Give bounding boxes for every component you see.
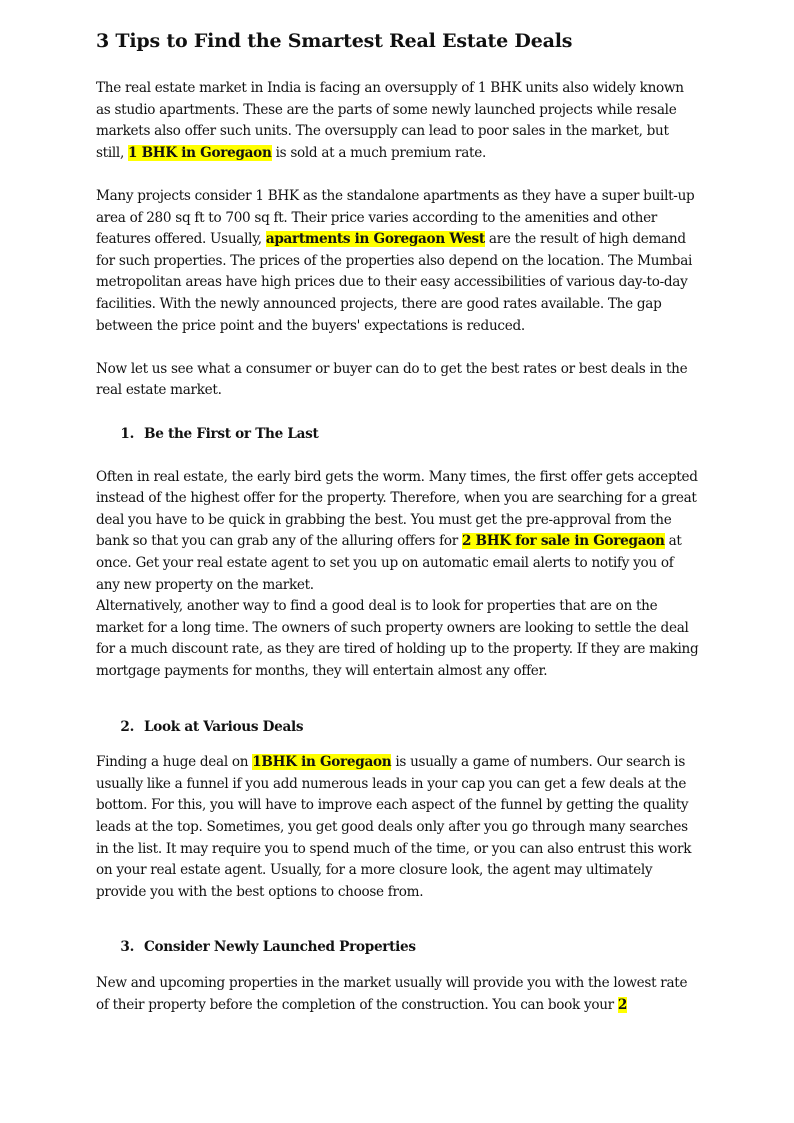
tip2-text-before: Finding a huge deal on xyxy=(96,754,253,771)
tip1-alternative-paragraph: Alternatively, another way to find a good deal is to look for properties that are on the market for a long time. The owners of such property owners are looking to settle the deal for a much discount rate, as they are tired of holding up to the property. If they are making mortgage payments for months, they will entertain almost any offer. xyxy=(96,598,699,680)
link-1bhk-goregaon[interactable]: 1 BHK in Goregaon xyxy=(128,144,272,161)
tip2-text-after: is usually a game of numbers. Our search is usually like a funnel if you add numerous leads in your cap you can get a few deals at the bottom. For this, you will have to improve each aspect of the funnel by getting the quality leads at the top. Sometimes, you get good deals only after you go through many searches in the list. It may require you to spend much of the time, or you can also entrust this work on your real estate agent. Usually, for a more closure look, the agent may ultimately provide you with the best options to choose from. xyxy=(96,754,692,900)
projects-paragraph xyxy=(96,186,700,337)
document-title: 3 Tips to Find the Smartest Real Estate Deals xyxy=(96,30,573,52)
tip1-title: Be the First or The Last xyxy=(144,425,319,442)
tip1-number: 1. xyxy=(120,425,134,442)
tip3-title: Consider Newly Launched Properties xyxy=(144,939,416,956)
tip2-paragraph xyxy=(96,752,700,903)
intro-text-after: is sold at a much premium rate. xyxy=(271,144,486,161)
tip3-text-before: New and upcoming properties in the market usually will provide you with the lowest rate of their property before the completion of the construction. You can book your xyxy=(96,974,688,1013)
intro-paragraph xyxy=(96,78,700,164)
tip1-paragraph xyxy=(96,467,700,597)
link-1bhk-in-goregaon[interactable]: 1BHK in Goregaon xyxy=(252,754,392,771)
consumer-paragraph: Now let us see what a consumer or buyer can do to get the best rates or best deals in the real estate market. xyxy=(96,360,688,399)
tip3-heading xyxy=(96,937,700,959)
tip2-heading xyxy=(96,717,700,739)
tip3-number: 3. xyxy=(120,939,134,956)
link-apartments-goregaon-west[interactable]: apartments in Goregaon West xyxy=(265,231,485,248)
intro-text-before: The real estate market in India is facing an oversupply of 1 BHK units also widely known as studio apartments. These are the parts of some newly launched projects while resale markets also offer such units. The oversupply can lead to poor sales in the market, but still, xyxy=(96,80,684,161)
tip1-heading xyxy=(96,424,700,446)
document-page xyxy=(96,26,700,1016)
projects-text-before: Many projects consider 1 BHK as the standalone apartments as they have a super built-up area of 280 sq ft to 700 sq ft. Their price varies according to the amenities and other features offered. Usually, xyxy=(96,187,695,248)
tip1-text-before: Often in real estate, the early bird gets the worm. Many times, the first offer gets accepted instead of the highest offer for the property. Therefore, when you are searching for a great deal you have to be quick in grabbing the best. You must get the pre-approval from the bank so that you can grab any of the alluring offers for xyxy=(96,468,698,550)
link-2-continued[interactable]: 2 xyxy=(617,996,628,1013)
link-2bhk-sale-goregaon[interactable]: 2 BHK for sale in Goregaon xyxy=(461,533,665,550)
tip3-paragraph xyxy=(96,973,700,1016)
tip2-title: Look at Various Deals xyxy=(144,718,304,735)
tip2-number: 2. xyxy=(120,718,134,735)
tip1-text-after: at once. Get your real estate agent to set you up on automatic email alerts to notify you of any new property on the market. xyxy=(96,533,682,593)
projects-text-after: are the result of high demand for such properties. The prices of the properties also depend on the location. The Mumbai metropolitan areas have high prices due to their easy accessibilities of various day-to-day facilities. With the newly announced projects, there are good rates available. The gap between the price point and the buyers' expectations is reduced. xyxy=(96,231,693,334)
